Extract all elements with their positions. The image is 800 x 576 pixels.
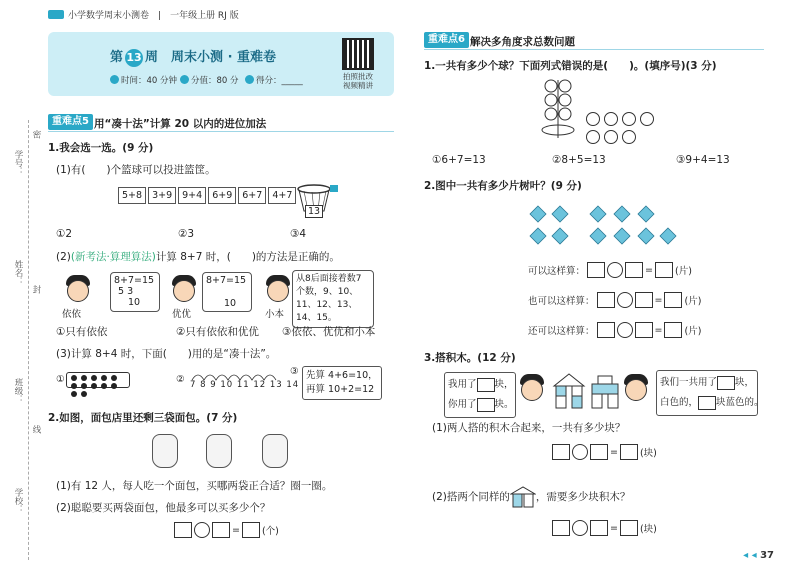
option[interactable]: ①6+7=13 (432, 154, 486, 166)
option[interactable]: ②只有依依和优优 (176, 326, 259, 338)
qr-code-icon[interactable] (342, 38, 374, 70)
bread-bag-icon[interactable] (152, 434, 178, 468)
blocks-house-icon (590, 374, 620, 410)
header-text: 小学数学周末小测卷 | 一年级上册 RJ 版 (68, 11, 239, 21)
answer-box[interactable] (552, 520, 570, 536)
ball-icon (604, 112, 618, 126)
qr-caption: 拍照批改 视频精讲 (343, 72, 373, 90)
binding-line (28, 120, 29, 560)
side-label-id: 学号： (13, 150, 23, 176)
answer-box[interactable] (242, 522, 260, 538)
option[interactable]: ③4 (290, 228, 307, 240)
calc-bubble-1: 8+7=15 5 3 10 (110, 272, 160, 312)
answer-row: 也可以这样算： = (片) (528, 292, 701, 308)
question-3: 3.搭积木。(12 分) (424, 352, 516, 364)
operator-circle[interactable] (194, 522, 210, 538)
question-2: 2.图中一共有多少片树叶？(9 分) (424, 180, 582, 192)
calc-card: 9+4 (178, 187, 206, 204)
operator-circle[interactable] (572, 520, 588, 536)
answer-box[interactable] (635, 322, 653, 338)
calc-card: 6+9 (208, 187, 236, 204)
child-name: 小本 (265, 309, 285, 320)
page-title: 第 13 周 周末小测 · 重难卷 (110, 50, 277, 65)
calc-bubble-2: 8+7=15 10 (202, 272, 252, 312)
option-marker: ① (56, 374, 65, 385)
number-line: 7 8 9 10 11 12 13 14 (190, 380, 300, 390)
bread-bag-icon[interactable] (206, 434, 232, 468)
answer-row: = (个) (174, 522, 279, 538)
speech-bubble-left: 我用了 块， 你用了 块。 (444, 372, 516, 418)
answer-box[interactable] (597, 292, 615, 308)
answer-box[interactable] (620, 520, 638, 536)
calc-card: 5+8 (118, 187, 146, 204)
ball-icon (622, 130, 636, 144)
question-2-2: (2)聪聪要买两袋面包，他最多可以买多少个？ (56, 502, 271, 514)
answer-box[interactable] (552, 444, 570, 460)
option[interactable]: ②8+5=13 (552, 154, 606, 166)
answer-box[interactable] (664, 292, 682, 308)
question-1: 1.我会选一选。(9 分) (48, 142, 154, 154)
question-1: 1.一共有多少个球？下面列式错误的是( )。(填序号)(3 分) (424, 60, 717, 72)
got-info: 得分：_____ (245, 74, 303, 86)
option[interactable]: ③9+4=13 (676, 154, 730, 166)
girl-icon (625, 379, 647, 401)
ball-icon (622, 112, 636, 126)
boy-icon (521, 379, 543, 401)
child-xiaoben-icon (267, 280, 289, 302)
question-3-2: (2)搭两个同样的 ，需要多少块积木？ (432, 486, 630, 508)
question-1-1: (1)有( )个篮球可以投进篮筐。 (56, 164, 216, 176)
ball-icon (604, 130, 618, 144)
option[interactable]: ③依依、优优和小本 (282, 326, 376, 338)
operator-circle[interactable] (572, 444, 588, 460)
answer-box[interactable] (664, 322, 682, 338)
answer-box[interactable] (477, 378, 495, 392)
answer-box[interactable] (174, 522, 192, 538)
bread-bag-icon[interactable] (262, 434, 288, 468)
ball-icon (586, 112, 600, 126)
answer-box[interactable] (698, 396, 716, 410)
basket-number: 13 (305, 205, 323, 218)
series-tag (48, 10, 64, 19)
speech-bubble: 从8后面接着数7个数，9、10、11、12、13、14、15。 (292, 270, 374, 328)
section-title: 解决多角度求总数问题 (470, 36, 575, 48)
question-2-1: (1)有 12 人，每人吃一个面包，买哪两袋正合适？圈一圈。 (56, 480, 333, 492)
clock-icon (110, 75, 119, 84)
speech-bubble-right: 我们一共用了 块， 白色的， 块蓝色的。 (656, 370, 758, 416)
option-marker: ② (176, 374, 185, 385)
calc-card: 6+7 (238, 187, 266, 204)
answer-box[interactable] (625, 262, 643, 278)
child-name: 优优 (172, 309, 192, 320)
question-3-1: (1)两人搭的积木合起来，一共有多少块？ (432, 422, 626, 434)
option[interactable]: ①2 (56, 228, 73, 240)
question-2: 2.如图，面包店里还剩三袋面包。(7 分) (48, 412, 238, 424)
option-marker: ③ (290, 366, 299, 377)
ball-rack-icon (540, 78, 580, 140)
calc-card-3[interactable]: 先算 4+6=10， 再算 10+2=12 (302, 366, 382, 400)
calc-card: 3+9 (148, 187, 176, 204)
page-number: ◂ ◂ 37 (743, 550, 774, 561)
answer-box[interactable] (717, 376, 735, 390)
operator-circle[interactable] (617, 322, 633, 338)
question-1-2: (2)(新考法·算理算法)计算 8+7 时，( )的方法是正确的。 (56, 251, 340, 263)
answer-row: = (块) (552, 520, 657, 536)
section-divider (424, 49, 764, 50)
week-badge: 13 (125, 49, 143, 67)
section-title: 用“凑十法”计算 20 以内的进位加法 (94, 118, 267, 130)
calc-card: 4+7 (268, 187, 296, 204)
answer-box[interactable] (590, 520, 608, 536)
answer-row: = (块) (552, 444, 657, 460)
loose-balls (586, 112, 666, 144)
side-mark: 密 (31, 130, 41, 139)
side-mark: 线 (31, 425, 41, 434)
pen-icon (245, 75, 254, 84)
blocks-tower-icon (552, 372, 586, 410)
child-youyou-icon (173, 280, 195, 302)
operator-circle[interactable] (617, 292, 633, 308)
answer-box[interactable] (477, 398, 495, 412)
answer-row: 可以这样算： = (片) (528, 262, 692, 278)
operator-circle[interactable] (607, 262, 623, 278)
score-icon (180, 75, 189, 84)
answer-box[interactable] (597, 322, 615, 338)
side-label-class: 班级： (13, 378, 23, 404)
side-label-school: 学校： (13, 488, 23, 514)
side-label-name: 姓名： (13, 260, 23, 286)
blocks-tower-icon (510, 486, 536, 508)
score-info: 分值：80 分 (180, 74, 239, 86)
section-tag: 重难点5 (48, 114, 93, 130)
child-name: 依依 (62, 309, 82, 320)
section-tag: 重难点6 (424, 32, 469, 48)
answer-box[interactable] (212, 522, 230, 538)
ball-icon (586, 130, 600, 144)
answer-box[interactable] (655, 262, 673, 278)
child-yiyi-icon (67, 280, 89, 302)
side-mark: 封 (31, 285, 41, 294)
card-row (118, 187, 296, 204)
answer-box[interactable] (590, 444, 608, 460)
leaves-icon (528, 202, 678, 248)
answer-row: 还可以这样算： = (片) (528, 322, 701, 338)
answer-box[interactable] (587, 262, 605, 278)
ball-icon (640, 112, 654, 126)
option[interactable]: ①只有依依 (56, 326, 108, 338)
question-1-3: (3)计算 8+4 时，下面( )用的是“凑十法”。 (56, 348, 277, 360)
ten-frame[interactable] (66, 372, 130, 388)
time-info: 时间：40 分钟 (110, 74, 177, 86)
answer-box[interactable] (620, 444, 638, 460)
answer-box[interactable] (635, 292, 653, 308)
section-divider (48, 131, 394, 132)
option[interactable]: ②3 (178, 228, 195, 240)
